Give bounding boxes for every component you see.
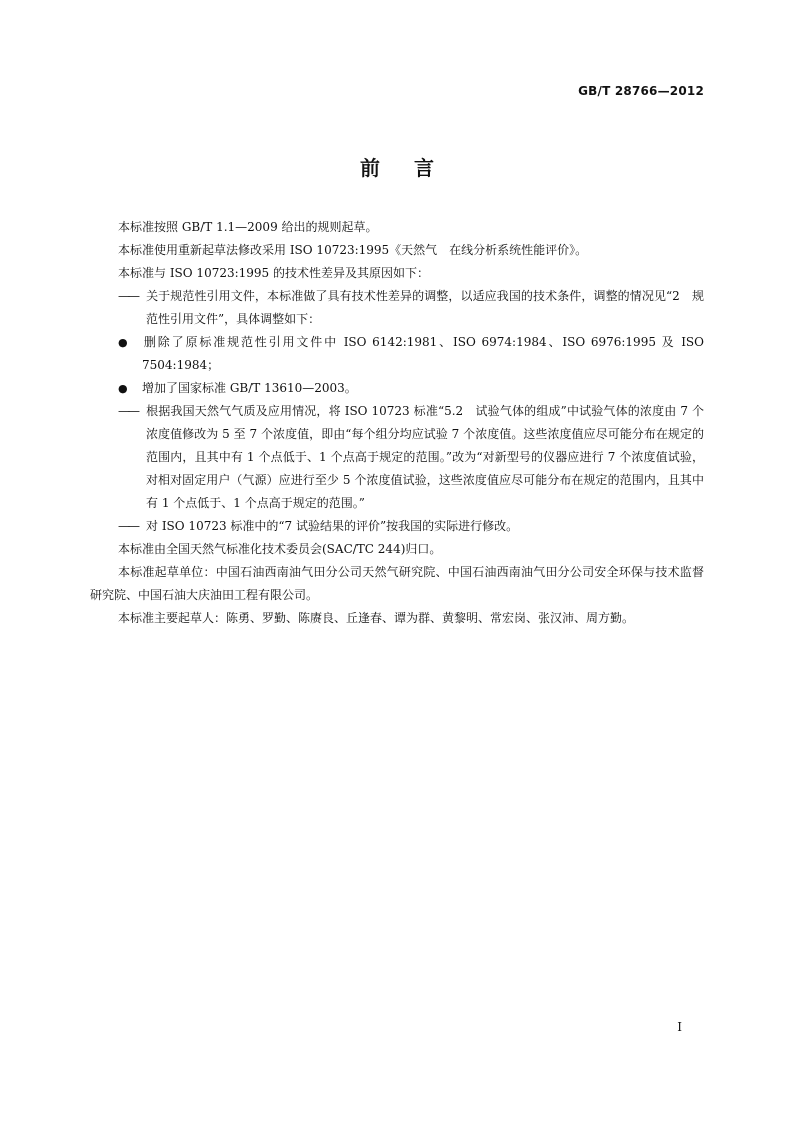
standard-number: GB/T 28766—2012 xyxy=(578,84,704,98)
dash-mark: —— xyxy=(118,519,138,533)
dash-item-text: 关于规范性引用文件，本标准做了具有技术性差异的调整，以适应我国的技术条件，调整的情况见“2 规范性引用文件”，具体调整如下： xyxy=(146,289,704,326)
dash-mark: —— xyxy=(118,404,138,418)
dash-item-result-evaluation xyxy=(90,515,704,538)
dash-item-normative-references xyxy=(90,285,704,331)
paragraph-committee: 本标准由全国天然气标准化技术委员会(SAC/TC 244)归口。 xyxy=(118,542,442,556)
bullet-item-deleted-references xyxy=(90,331,704,377)
page-number: I xyxy=(677,1020,682,1034)
document-body xyxy=(90,216,704,630)
paragraph-drafting-units: 本标准起草单位：中国石油西南油气田分公司天然气研究院、中国石油西南油气田分公司安全环保与技术监督研究院、中国石油大庆油田工程有限公司。 xyxy=(90,565,704,602)
bullet-item-text: 删除了原标准规范性引用文件中 ISO 6142:1981、ISO 6974:1984、ISO 6976:1995 及 ISO 7504:1984； xyxy=(142,335,704,372)
bullet-item-added-standard xyxy=(90,377,704,400)
page-title: 前言 xyxy=(360,156,468,180)
bullet-icon: ● xyxy=(118,336,128,349)
dash-item-text: 根据我国天然气气质及应用情况，将 ISO 10723 标准“5.2 试验气体的组成”中试验气体的浓度由 7 个浓度值修改为 5 至 7 个浓度值，即由“每个组分均应试验 7 个浓度值。这些浓度值应尽可能分布在规定的范围内，且其中有 1 个点低于、1 个点高于规定的范围。”改为“对新型号的仪器应进行 7 个浓度值试验，对相对固定用户（气源）应进行至少 5 个浓度值试验，这些浓度值应尽可能分布在规定的范围内，且其中有 1 个点低于、1 个点高于规定的范围。” xyxy=(146,404,704,510)
dash-mark: —— xyxy=(118,289,138,303)
dash-item-test-gas-composition xyxy=(90,400,704,515)
dash-item-text: 对 ISO 10723 标准中的“7 试验结果的评价”按我国的实际进行修改。 xyxy=(146,519,519,533)
paragraph-differences-intro: 本标准与 ISO 10723:1995 的技术性差异及其原因如下： xyxy=(118,266,429,280)
paragraph-drafting-rules: 本标准按照 GB/T 1.1—2009 给出的规则起草。 xyxy=(118,220,378,234)
bullet-item-text: 增加了国家标准 GB/T 13610—2003。 xyxy=(142,381,357,395)
bullet-icon: ● xyxy=(118,382,128,395)
paragraph-adoption: 本标准使用重新起草法修改采用 ISO 10723:1995《天然气 在线分析系统性能评价》。 xyxy=(118,243,588,257)
paragraph-drafters: 本标准主要起草人：陈勇、罗勤、陈赓良、丘逢春、谭为群、黄黎明、常宏岗、张汉沛、周方勤。 xyxy=(118,611,635,625)
